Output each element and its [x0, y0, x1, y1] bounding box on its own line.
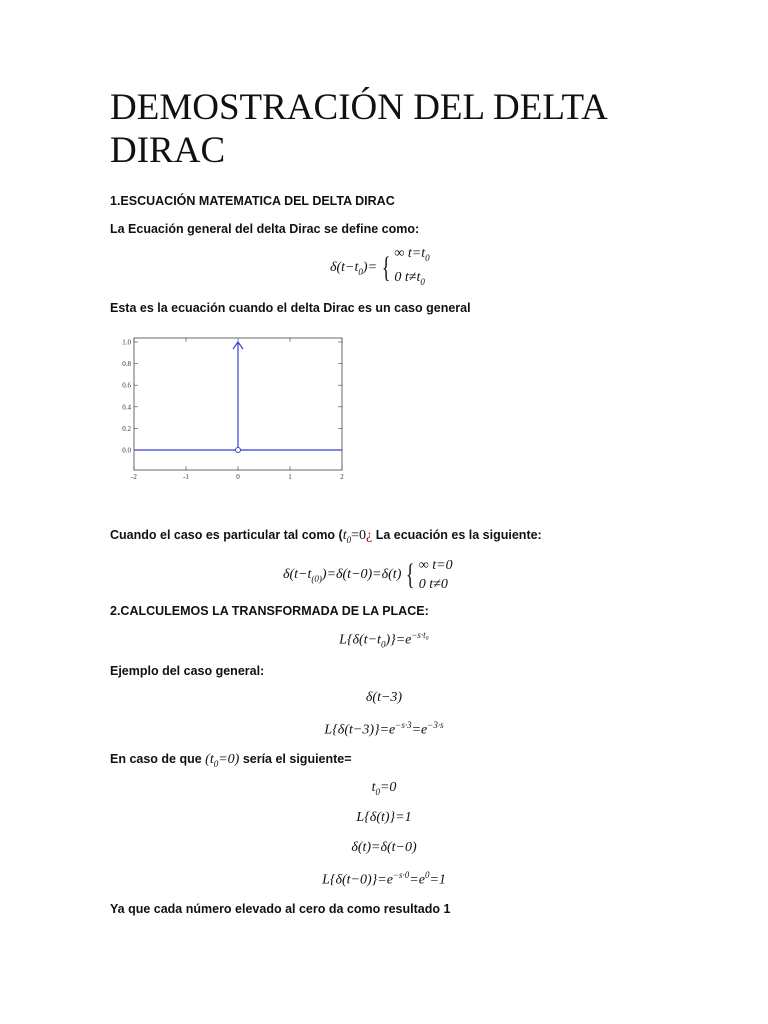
equation-example-1: δ(t−3) — [365, 690, 403, 705]
y-tick-label: 1.0 — [122, 338, 131, 347]
equation-laplace: $L\{\delta(t-t_0)\}=e^{-s\cdot t_0}$ — [339, 630, 429, 650]
x-tick-label: 2 — [340, 473, 344, 481]
y-tick-label: 0.4 — [122, 403, 131, 412]
paragraph-special-case: En caso de que $(t_0=0)$ sería el siguiente= — [110, 752, 352, 769]
equation-t0-zero: $t_0=0$ — [371, 780, 397, 797]
paragraph-conclusion: Ya que cada número elevado al cero da como resultado 1 — [110, 902, 451, 916]
equation-delta-shift: δ(t)=δ(t−0) — [351, 840, 417, 855]
section-heading-1: 1.ESCUACIÓN MATEMATICA DEL DELTA DIRAC — [110, 194, 395, 208]
x-tick-label: -2 — [131, 473, 137, 481]
y-tick-label: 0.2 — [122, 424, 131, 433]
x-tick-label: 1 — [288, 473, 292, 481]
y-tick-label: 0.6 — [122, 381, 131, 390]
paragraph-example: Ejemplo del caso general: — [110, 664, 265, 678]
x-tick-label: -1 — [183, 473, 189, 481]
equation-example-2: $L\{\delta(t-3)\}=e^{-s\cdot 3}=e^{-3\cdot s}$ — [324, 720, 444, 738]
equation-general: $\delta(t-t_0)=$ { ∞ $t=t_0$ 0 $t\ne t_0$ — [330, 246, 430, 287]
equation-laplace-zero: $L\{\delta(t-0)\}=e^{-s\cdot 0}=e^0=1$ — [322, 870, 446, 888]
delta-impulse-chart — [108, 332, 353, 487]
paragraph-definition: La Ecuación general del delta Dirac se define como: — [110, 222, 420, 236]
equation-particular: $\delta(t-t_{(0)})=\delta(t-0)=\delta(t)$ { ∞ t=0 0 t≠0 — [283, 558, 453, 592]
page-title: DEMOSTRACIÓN DEL DELTA DIRAC — [110, 87, 606, 171]
y-tick-label: 0.0 — [122, 446, 131, 455]
paragraph-general-case: Esta es la ecuación cuando el delta Dirac es un caso general — [110, 301, 471, 315]
x-tick-label: 0 — [236, 473, 240, 481]
paragraph-particular-case: Cuando el caso es particular tal como ($t_0=0¿$ La ecuación es la siguiente: — [110, 528, 542, 545]
section-heading-2: 2.CALCULEMOS LA TRANSFORMADA DE LA PLACE: — [110, 604, 429, 618]
equation-laplace-delta: L{δ(t)}=1 — [356, 810, 412, 825]
impulse-origin-point — [236, 448, 241, 453]
y-tick-label: 0.8 — [122, 360, 131, 369]
